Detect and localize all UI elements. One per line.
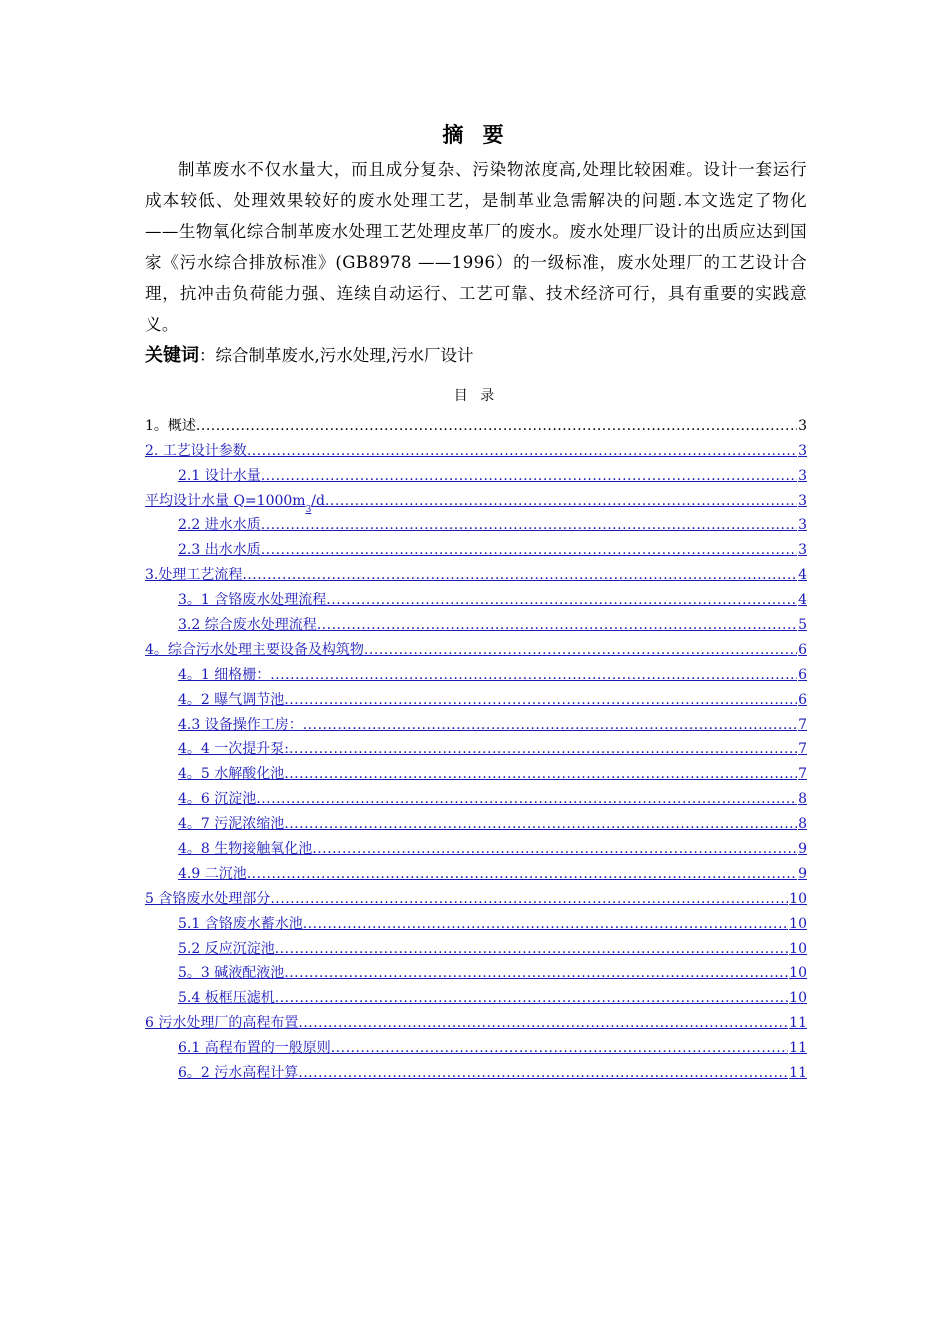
toc-page-number: 10	[789, 915, 807, 932]
toc-entry-label: 平均设计水量 Q=1000m	[145, 492, 306, 509]
toc-dot-leader	[298, 1014, 788, 1032]
toc-dot-leader	[303, 915, 788, 933]
toc-entry-label: 5.2 反应沉淀池	[178, 940, 275, 957]
toc-entry-label: 4。6 沉淀池	[178, 791, 257, 808]
toc-page-number: 3	[798, 517, 807, 534]
toc-page-number: 11	[789, 1065, 807, 1082]
toc-entry-label: 5.4 板框压滤机	[178, 990, 275, 1007]
toc-dot-leader	[275, 989, 788, 1007]
toc-page-number: 3	[798, 417, 807, 434]
toc-page-number: 3	[798, 467, 807, 484]
toc-entry[interactable]: 平均设计水量 Q=1000m 3 /d ..... 3	[145, 485, 807, 510]
toc-entry-label: 4。5 水解酸化池	[178, 766, 285, 783]
toc-dot-leader	[242, 566, 797, 584]
toc-dot-leader	[247, 442, 797, 460]
toc-entry-label: 5。3 碱液配液池	[178, 965, 285, 982]
toc-entry-label: 4。7 污泥浓缩池	[178, 816, 285, 833]
toc-entry[interactable]	[145, 609, 807, 634]
toc-entry-label: 3.处理工艺流程	[145, 567, 243, 584]
table-of-contents	[145, 410, 807, 1082]
toc-entry[interactable]	[145, 460, 807, 485]
toc-entry[interactable]	[145, 659, 807, 684]
toc-dot-leader	[256, 790, 797, 808]
toc-page-number: 9	[798, 841, 807, 858]
toc-entry[interactable]	[145, 933, 807, 958]
toc-entry[interactable]	[145, 858, 807, 883]
keywords-line	[145, 341, 807, 371]
toc-entry-label: 6.1 高程布置的一般原则	[178, 1040, 331, 1057]
toc-entry-label: 4。2 曝气调节池	[178, 691, 285, 708]
toc-dot-leader	[261, 516, 797, 534]
toc-entry-label: 1。概述	[145, 417, 196, 434]
toc-page-number: 10	[789, 965, 807, 982]
toc-entry[interactable]	[145, 883, 807, 908]
toc-page-number: 3	[798, 442, 807, 459]
toc-dot-leader	[270, 890, 788, 908]
toc-page-number: 11	[789, 1015, 807, 1032]
toc-page-number: 9	[798, 865, 807, 882]
toc-entry[interactable]	[145, 559, 807, 584]
abstract-body: 制革废水不仅水量大，而且成分复杂、污染物浓度高,处理比较困难。设计一套运行成本较低、处理效果较好的废水处理工艺，是制革业急需解决的问题.本文选定了物化——生物氧化综合制革废水处理工艺处理皮革厂的废水。废水处理厂设计的出质应达到国家《污水综合排放标准》(GB8978 ——1996）的一级标准，废水处理厂的工艺设计合理，抗冲击负荷能力强、连续自动运行、工艺可靠、技术经济可行，具有重要的实践意义。	[145, 160, 807, 334]
toc-entry-label: 4。4 一次提升泵:	[178, 741, 289, 758]
toc-dot-leader	[284, 815, 797, 833]
toc-page-number: 3	[798, 492, 807, 509]
toc-dot-leader	[303, 716, 797, 734]
toc-page-number: 4	[798, 567, 807, 584]
toc-entry[interactable]	[145, 808, 807, 833]
toc-dot-leader	[325, 492, 797, 510]
toc-page-number: 10	[789, 890, 807, 907]
toc-dot-leader	[284, 691, 797, 709]
keywords-text: 综合制革废水,污水处理,污水厂设计	[215, 346, 474, 365]
toc-dot-leader	[326, 591, 797, 609]
toc-dot-leader	[284, 964, 788, 982]
toc-entry[interactable]	[145, 510, 807, 535]
toc-entry[interactable]	[145, 982, 807, 1007]
toc-dot-leader	[261, 467, 797, 485]
keywords-separator: ：	[199, 346, 216, 365]
toc-entry-label: 3。1 含铬废水处理流程	[178, 592, 327, 609]
toc-page-number: 10	[789, 940, 807, 957]
toc-entry-label: 5 含铬废水处理部分	[145, 890, 271, 907]
toc-entry[interactable]	[145, 584, 807, 609]
toc-entry-suffix: /d	[311, 492, 325, 509]
toc-entry-label: 4。8 生物接触氧化池	[178, 841, 313, 858]
toc-entry[interactable]	[145, 783, 807, 808]
toc-dot-leader	[270, 666, 797, 684]
toc-entry[interactable]	[145, 1032, 807, 1057]
toc-page-number: 7	[798, 716, 807, 733]
toc-page-number: 3	[798, 542, 807, 559]
toc-page-number: 4	[798, 592, 807, 609]
toc-entry[interactable]	[145, 758, 807, 783]
toc-dot-leader	[298, 1064, 788, 1082]
toc-entry[interactable]	[145, 958, 807, 983]
toc-entry-label: 2.2 进水水质	[178, 517, 261, 534]
toc-page-number: 6	[798, 691, 807, 708]
toc-entry-label: 4。综合污水处理主要设备及构筑物	[145, 641, 364, 658]
toc-dot-leader	[275, 940, 788, 958]
toc-entry[interactable]	[145, 734, 807, 759]
toc-page-number: 7	[798, 766, 807, 783]
toc-entry-label: 6。2 污水高程计算	[178, 1065, 299, 1082]
toc-page-number: 11	[789, 1040, 807, 1057]
toc-entry-label: 2. 工艺设计参数	[145, 442, 247, 459]
toc-entry-label: 2.1 设计水量	[178, 467, 261, 484]
toc-entry[interactable]	[145, 634, 807, 659]
toc-entry-label: 4.9 二沉池	[178, 865, 247, 882]
toc-entry[interactable]	[145, 684, 807, 709]
toc-entry[interactable]	[145, 1007, 807, 1032]
toc-entry-label: 4.3 设备操作工房：	[178, 716, 303, 733]
toc-page-number: 10	[789, 990, 807, 1007]
toc-page-number: 7	[798, 741, 807, 758]
toc-title: 目 录	[453, 388, 499, 404]
keywords-label: 关键词	[145, 345, 199, 366]
toc-dot-leader	[284, 765, 797, 783]
toc-dot-leader	[247, 865, 797, 883]
document-page	[145, 118, 807, 1082]
toc-page-number: 6	[798, 641, 807, 658]
toc-dot-leader	[289, 740, 797, 758]
toc-entry[interactable]	[145, 435, 807, 460]
toc-entry-label: 4。1 细格栅：	[178, 666, 271, 683]
toc-entry-label: 5.1 含铬废水蓄水池	[178, 915, 303, 932]
toc-dot-leader	[261, 541, 797, 559]
toc-entry[interactable]	[145, 1057, 807, 1082]
toc-entry[interactable]	[145, 709, 807, 734]
toc-entry	[145, 410, 807, 435]
toc-page-number: 8	[798, 816, 807, 833]
toc-entry-label: 6 污水处理厂的高程布置	[145, 1015, 299, 1032]
toc-dot-leader	[312, 840, 797, 858]
toc-entry[interactable]	[145, 534, 807, 559]
toc-entry[interactable]	[145, 833, 807, 858]
toc-entry-label: 2.3 出水水质	[178, 542, 261, 559]
toc-dot-leader	[317, 616, 797, 634]
toc-page-number: 8	[798, 791, 807, 808]
toc-dot-leader	[364, 641, 797, 659]
toc-entry-label: 3.2 综合废水处理流程	[178, 617, 317, 634]
toc-page-number: 5	[798, 617, 807, 634]
toc-dot-leader	[196, 417, 797, 435]
toc-entry[interactable]	[145, 908, 807, 933]
toc-page-number: 6	[798, 666, 807, 683]
abstract-title: 摘 要	[442, 122, 510, 147]
toc-dot-leader	[331, 1039, 788, 1057]
